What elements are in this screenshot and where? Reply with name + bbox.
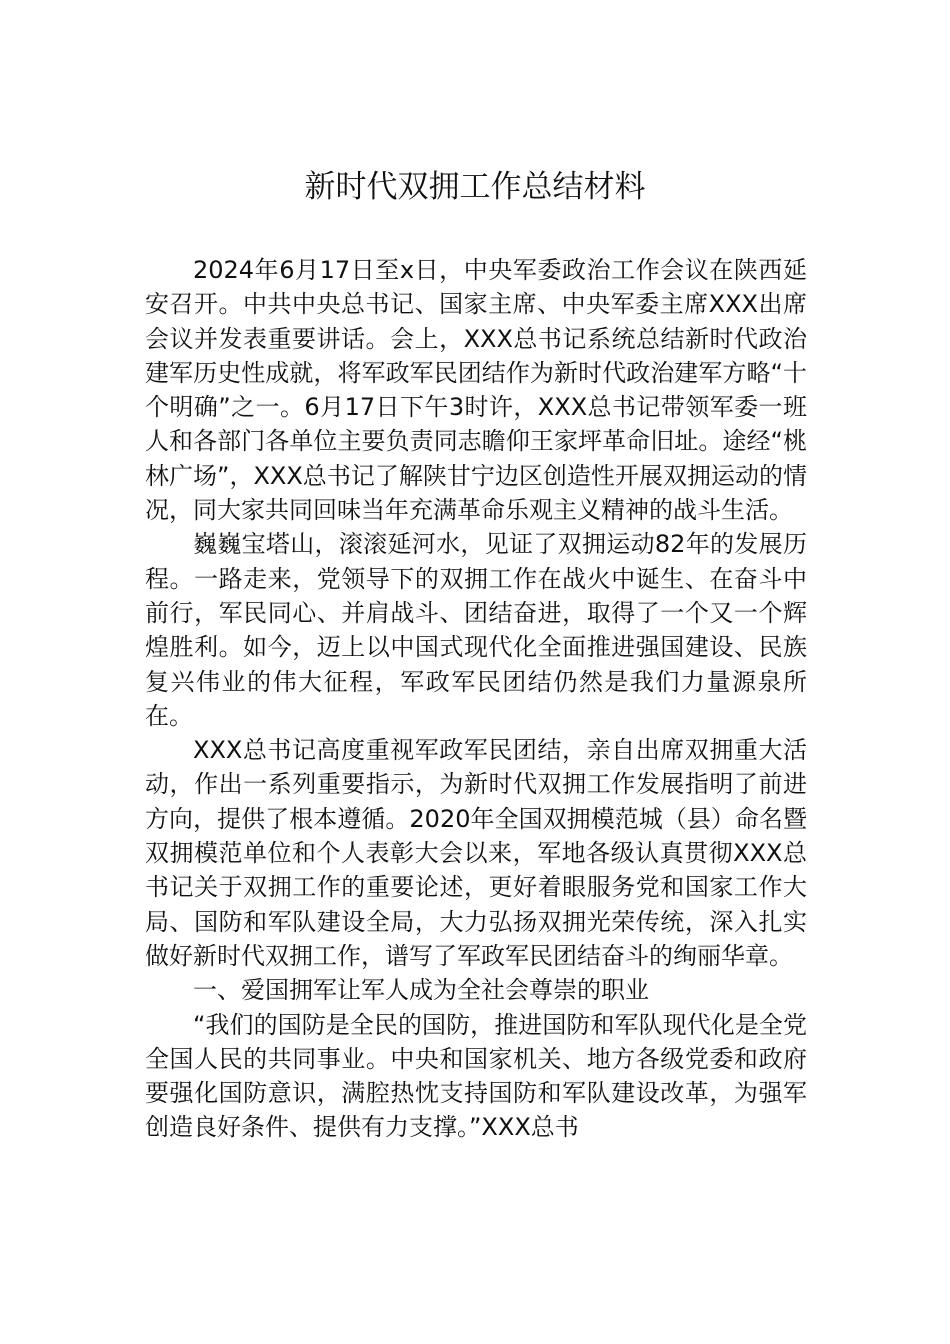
paragraph-1: 2024年6月17日至x日，中央军委政治工作会议在陕西延安召开。中共中央总书记、国家主席、中央军委主席XXX出席会议并发表重要讲话。会上，XXX总书记系统总结新时代政治建军历史性成就，将军政军民团结作为新时代政治建军方略“十个明确”之一。6月17日下午3时许，XXX总书记带领军委一班人和各部门各单位主要负责同志瞻仰王家坪革命旧址。途经“桃林广场”，XXX总书记了解陕甘宁边区创造性开展双拥运动的情况，同大家共同回味当年充满革命乐观主义精神的战斗生活。 <box>145 256 807 525</box>
section-heading-1: 一、爱国拥军让军人成为全社会尊崇的职业 <box>193 976 649 1005</box>
paragraph-2: 巍巍宝塔山，滚滚延河水，见证了双拥运动82年的发展历程。一路走来，党领导下的双拥工作在战火中诞生、在奋斗中前行，军民同心、并肩战斗、团结奋进，取得了一个又一个辉煌胜利。如今，迈上以中国式现代化全面推进强国建设、民族复兴伟业的伟大征程，军政军民团结仍然是我们力量源泉所在。 <box>145 530 807 730</box>
paragraph-3: XXX总书记高度重视军政军民团结，亲自出席双拥重大活动，作出一系列重要指示，为新时代双拥工作发展指明了前进方向，提供了根本遵循。2020年全国双拥模范城（县）命名暨双拥模范单位和个人表彰大会以来，军地各级认真贯彻XXX总书记关于双拥工作的重要论述，更好着眼服务党和国家工作大局、国防和军队建设全局，大力弘扬双拥光荣传统，深入扎实做好新时代双拥工作，谱写了军政军民团结奋斗的绚丽华章。 <box>145 736 807 970</box>
paragraph-4: “我们的国防是全民的国防，推进国防和军队现代化是全党全国人民的共同事业。中央和国家机关、地方各级党委和政府要强化国防意识，满腔热忱支持国防和军队建设改革，为强军创造良好条件、提供有力支撑。”XXX总书 <box>145 1010 807 1142</box>
document-title: 新时代双拥工作总结材料 <box>304 169 646 205</box>
document-body <box>145 253 807 1145</box>
